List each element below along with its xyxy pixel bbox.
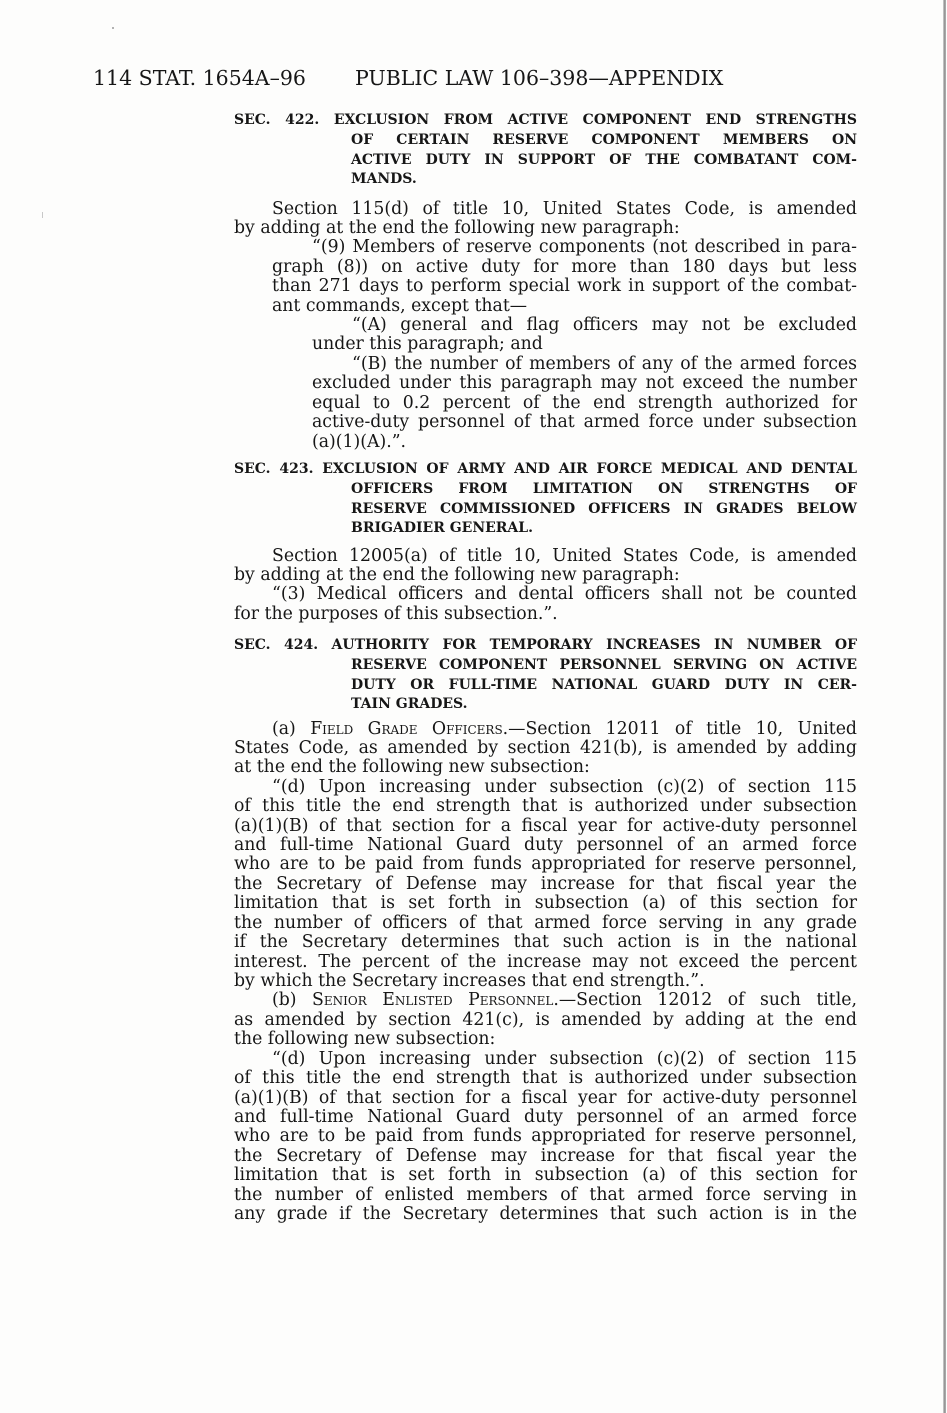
scan-mark [42, 212, 43, 218]
text-line: under this paragraph; and [312, 334, 543, 355]
scan-speck [112, 27, 114, 29]
text-line: “(d) Upon increasing under subsection (c)(2) of section 115 [272, 1048, 857, 1069]
section-body [234, 720, 857, 1225]
section-heading-line: DUTY OR FULL-TIME NATIONAL GUARD DUTY IN CER- [351, 676, 857, 693]
section-heading-text: AUTHORITY FOR TEMPORARY INCREASES IN NUMBER OF [331, 637, 858, 653]
text-line: limitation that is set forth in subsection (a) of this section for [234, 1165, 857, 1186]
text-line: by adding at the end the following new paragraph: [234, 217, 680, 238]
section-heading-line: OF CERTAIN RESERVE COMPONENT MEMBERS ON [351, 131, 857, 148]
text-line: by adding at the end the following new paragraph: [234, 564, 680, 585]
section-heading-line: MANDS. [351, 171, 417, 188]
section-heading-line: RESERVE COMMISSIONED OFFICERS IN GRADES BELOW [351, 500, 857, 517]
text-line: States Code, as amended by section 421(b), is amended by adding [234, 737, 857, 758]
section-heading-line: TAIN GRADES. [351, 696, 468, 713]
running-title: PUBLIC LAW 106–398—APPENDIX [355, 66, 724, 90]
subsection-heading: Senior Enlisted Personnel. [312, 990, 559, 1011]
text-line: interest. The percent of the increase may not exceed the percent [234, 951, 857, 972]
quoted-subparagraph [234, 316, 857, 355]
text-line: of this title the end strength that is authorized under subsection [234, 796, 857, 817]
text-line: “(A) general and flag officers may not be excluded [352, 315, 857, 336]
text-line: by which the Secretary increases that end strength.”. [234, 970, 705, 991]
section-heading [234, 460, 857, 539]
text-line: for the purposes of this subsection.”. [234, 603, 558, 624]
text-line: (a)(1)(A).”. [312, 431, 407, 452]
section-heading-line: ACTIVE DUTY IN SUPPORT OF THE COMBATANT COM- [351, 151, 857, 168]
line-text: —Section 12012 of such title, [558, 990, 857, 1011]
quoted-paragraph [234, 778, 857, 992]
text-line: as amended by section 421(c), is amended by adding at the end [234, 1009, 857, 1030]
line-text: —Section 12011 of title 10, United [508, 718, 857, 739]
subsection-enum: (b) [272, 990, 297, 1011]
text-line: who are to be paid from funds appropriated for reserve personnel, [234, 1126, 857, 1147]
page-citation: 114 STAT. 1654A–96 [93, 66, 306, 90]
subsection-enum: (a) [272, 718, 296, 739]
quoted-paragraph [234, 238, 857, 316]
text-line: “(9) Members of reserve components (not described in para- [312, 237, 857, 258]
section-heading-text: EXCLUSION OF ARMY AND AIR FORCE MEDICAL AND DENTAL [322, 461, 857, 477]
section-heading [234, 636, 857, 715]
text-line: of this title the end strength that is authorized under subsection [234, 1068, 857, 1089]
text-line: the number of officers of that armed force serving in any grade [234, 912, 857, 933]
text-line: the Secretary of Defense may increase for that fiscal year the [234, 873, 857, 894]
text-line: “(B) the number of members of any of the armed forces [352, 353, 857, 374]
text-line: equal to 0.2 percent of the end strength authorized for [312, 392, 857, 413]
section-number: SEC. 423. [234, 461, 314, 477]
quoted-subparagraph [234, 355, 857, 452]
text-line: limitation that is set forth in subsection (a) of this section for [234, 893, 857, 914]
text-line: Section 115(d) of title 10, United States Code, is amended [272, 198, 857, 219]
text-line: the Secretary of Defense may increase for that fiscal year the [234, 1145, 857, 1166]
section-heading-line: BRIGADIER GENERAL. [351, 520, 534, 537]
scan-edge [943, 0, 946, 1413]
section-heading-line [234, 460, 857, 480]
text-line: graph (8)) on active duty for more than 180 days but less [272, 256, 857, 277]
section-heading-text: EXCLUSION FROM ACTIVE COMPONENT END STRENGTHS [333, 112, 858, 128]
text-line: who are to be paid from funds appropriated for reserve personnel, [234, 854, 857, 875]
text-line [272, 720, 857, 739]
text-line: excluded under this paragraph may not exceed the number [312, 373, 857, 394]
text-line: active-duty personnel of that armed force under subsection [312, 412, 857, 433]
text-line: “(3) Medical officers and dental officers shall not be counted [272, 584, 857, 605]
subsection-paragraph [234, 991, 857, 1049]
section-heading-line: OFFICERS FROM LIMITATION ON STRENGTHS OF [351, 480, 857, 497]
paragraph [234, 547, 857, 586]
section-heading-line [234, 636, 857, 656]
text-line: “(d) Upon increasing under subsection (c)(2) of section 115 [272, 776, 857, 797]
text-line: and full-time National Guard duty personnel of an armed force [234, 835, 857, 856]
section-body [234, 200, 857, 452]
text-line: and full-time National Guard duty personnel of an armed force [234, 1106, 857, 1127]
section-heading [234, 111, 857, 190]
text-line: at the end the following new subsection: [234, 757, 590, 778]
text-line: the number of enlisted members of that armed force serving in [234, 1184, 857, 1205]
quoted-paragraph [234, 1050, 857, 1225]
section-number: SEC. 422. [234, 112, 320, 128]
paragraph [234, 200, 857, 239]
section-heading-line [234, 111, 857, 131]
text-line [272, 991, 857, 1010]
section-heading-line: RESERVE COMPONENT PERSONNEL SERVING ON ACTIVE [351, 656, 857, 673]
section-body [234, 547, 857, 625]
text-line: (a)(1)(B) of that section for a fiscal year for active-duty personnel [234, 815, 857, 836]
section-number: SEC. 424. [234, 637, 319, 653]
subsection-paragraph [234, 720, 857, 778]
text-line: ant commands, except that— [272, 295, 528, 316]
subsection-heading: Field Grade Officers. [310, 718, 509, 739]
text-line: if the Secretary determines that such action is in the national [234, 932, 857, 953]
text-line: any grade if the Secretary determines that such action is in the [234, 1204, 857, 1225]
text-line: Section 12005(a) of title 10, United States Code, is amended [272, 545, 857, 566]
text-line: (a)(1)(B) of that section for a fiscal year for active-duty personnel [234, 1087, 857, 1108]
text-line: the following new subsection: [234, 1029, 496, 1050]
text-line: than 271 days to perform special work in support of the combat- [272, 276, 857, 297]
quoted-paragraph [234, 585, 857, 624]
